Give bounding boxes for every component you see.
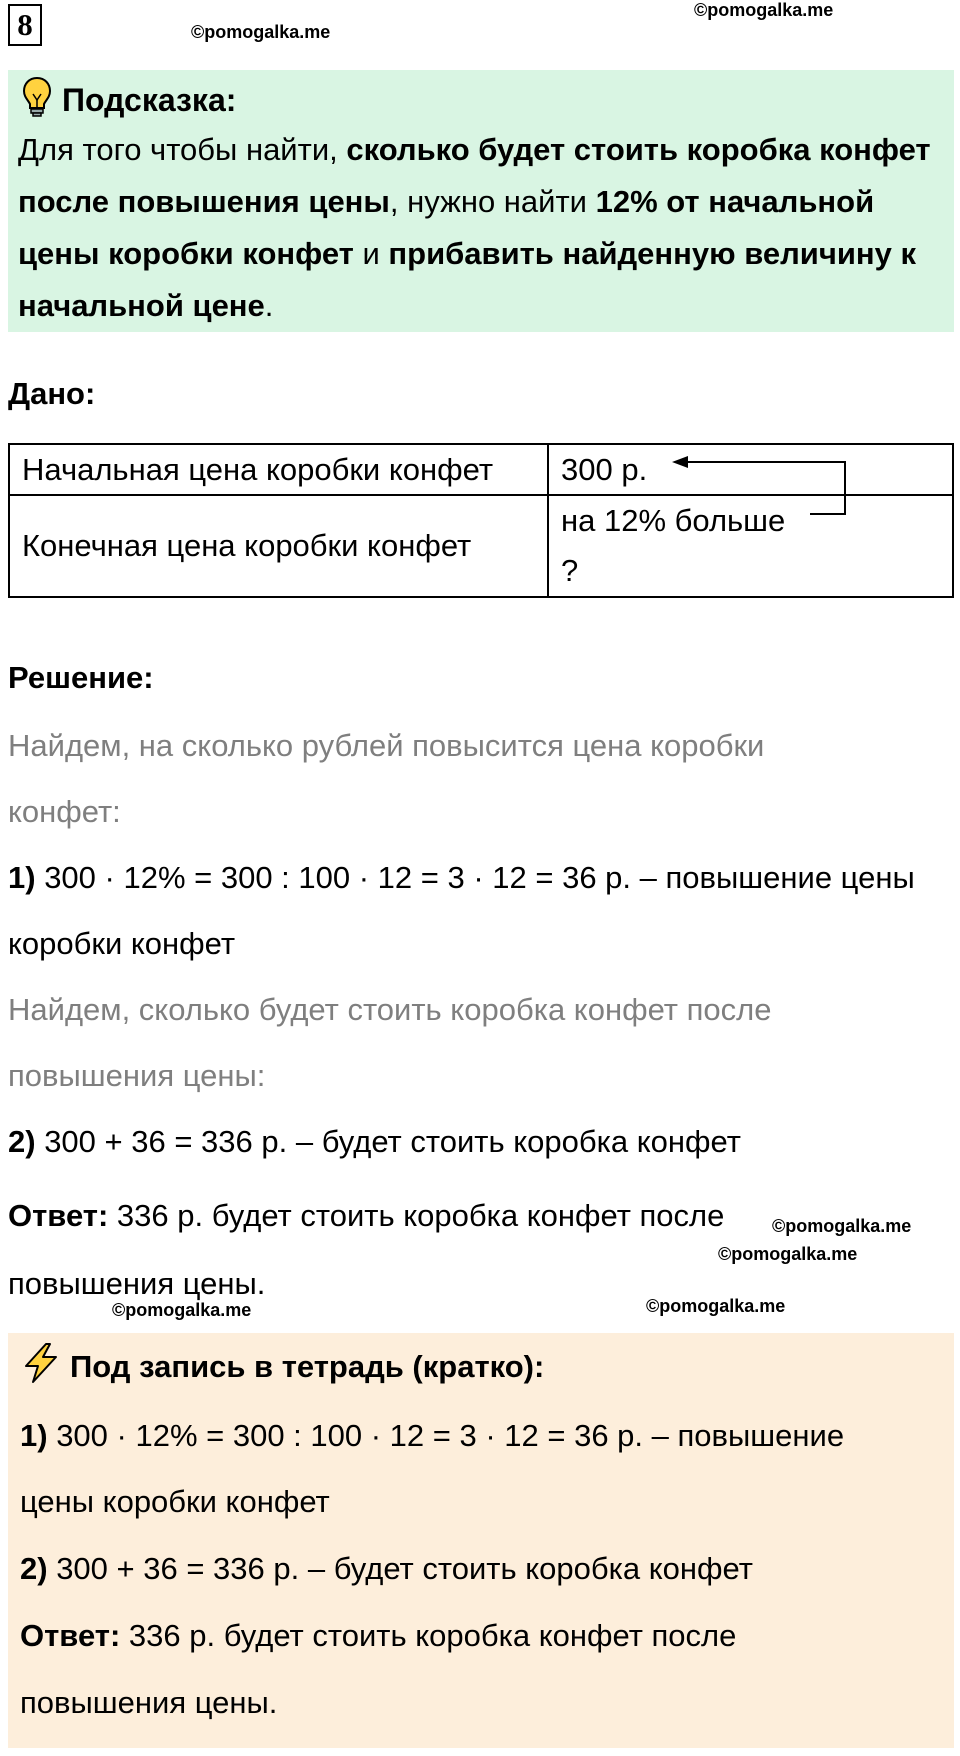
step-text: 300 · 12% = 300 : 100 · 12 = 3 · 12 = 36 р. – повышение цены — [35, 860, 915, 895]
given-value: 300 р. — [548, 444, 953, 495]
given-unknown: ? — [561, 553, 579, 588]
note-step-1 — [20, 1418, 844, 1454]
task-number: 8 — [8, 4, 42, 46]
note-step-2 — [20, 1551, 753, 1587]
lightbulb-icon — [22, 76, 52, 129]
watermark: ©pomogalka.me — [191, 22, 331, 42]
comment-line: Найдем, сколько будет стоить коробка конфет после — [8, 992, 772, 1027]
step-1-cont: коробки конфет — [8, 926, 236, 961]
answer-text: 336 р. будет стоить коробка конфет после — [108, 1198, 725, 1233]
hint-title-text: Подсказка: — [62, 81, 237, 118]
hint-part-bold: прибавить найденную величину к начальной цене — [18, 236, 916, 323]
hint-title — [22, 76, 236, 129]
step-text: 300 · 12% = 300 : 100 · 12 = 3 · 12 = 36 р. – повышение — [47, 1418, 845, 1453]
lightning-icon — [20, 1342, 62, 1396]
step-text: 300 + 36 = 336 р. – будет стоить коробка конфет — [35, 1124, 741, 1159]
step-text: 300 + 36 = 336 р. – будет стоить коробка конфет — [47, 1551, 753, 1586]
answer-cont: повышения цены. — [8, 1266, 266, 1301]
notebook-title-text: Под запись в тетрадь (кратко): — [70, 1349, 545, 1385]
step-number: 1) — [20, 1418, 48, 1453]
comment-line: Найдем, на сколько рублей повысится цена коробки — [8, 728, 765, 763]
given-label: Конечная цена коробки конфет — [9, 495, 548, 597]
step-1 — [8, 860, 915, 896]
comment-line: конфет: — [8, 794, 121, 829]
watermark: ©pomogalka.me — [646, 1296, 786, 1316]
step-number: 2) — [20, 1551, 48, 1586]
step-2 — [8, 1124, 741, 1160]
note-answer-cont: повышения цены. — [20, 1685, 278, 1720]
solution-title: Решение: — [8, 660, 154, 695]
answer-label: Ответ: — [20, 1618, 121, 1653]
hint-part: и — [353, 236, 389, 271]
notebook-title — [20, 1342, 544, 1396]
hint-part: Для того чтобы найти, — [18, 132, 347, 167]
answer — [8, 1198, 724, 1234]
note-step-1-cont: цены коробки конфет — [20, 1484, 330, 1519]
note-answer — [20, 1618, 736, 1654]
answer-text: 336 р. будет стоить коробка конфет после — [120, 1618, 737, 1653]
hint-text — [18, 124, 948, 332]
relation-arrow — [670, 452, 850, 522]
hint-part: , нужно найти — [389, 184, 596, 219]
hint-part-bold: 12% от начальной цены коробки конфет — [18, 184, 875, 271]
watermark: ©pomogalka.me — [112, 1300, 252, 1320]
given-title: Дано: — [8, 376, 96, 411]
given-value: на 12% больше — [561, 503, 786, 538]
step-number: 1) — [8, 860, 36, 895]
comment-line: повышения цены: — [8, 1058, 266, 1093]
watermark: ©pomogalka.me — [718, 1244, 858, 1264]
watermark: ©pomogalka.me — [694, 0, 834, 20]
answer-label: Ответ: — [8, 1198, 109, 1233]
step-number: 2) — [8, 1124, 36, 1159]
watermark: ©pomogalka.me — [772, 1216, 912, 1236]
hint-part: . — [264, 288, 274, 323]
hint-part-bold: сколько будет стоить коробка конфет после повышения цены — [18, 132, 931, 219]
given-label: Начальная цена коробки конфет — [9, 444, 548, 495]
